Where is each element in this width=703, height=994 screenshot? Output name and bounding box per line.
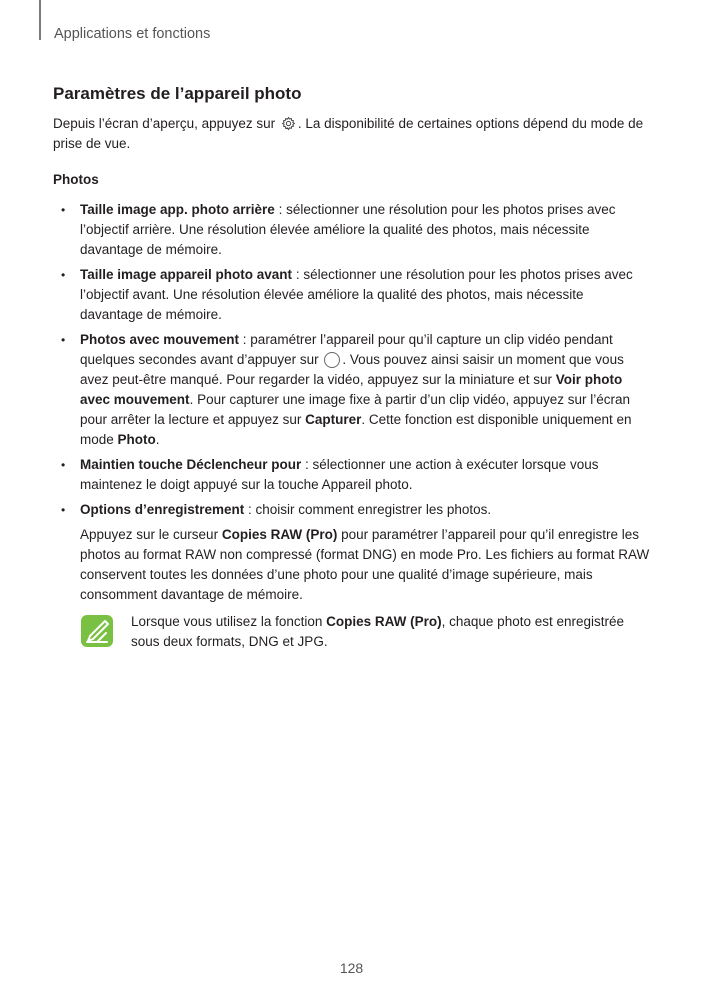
note-bold: Copies RAW (Pro): [326, 614, 442, 629]
raw-text: pour paramétrer l’appareil pour qu’il enregistre les photos au format RAW non compressé (format DNG) en mode Pro. Les fichiers au format RAW conservent toutes les données d’une photo pour une qualité d’image supérieure, mais consomment davantage de mémoire.: [80, 527, 650, 602]
item-label: Taille image appareil photo avant: [80, 267, 293, 282]
bullet-dot: •: [61, 503, 66, 517]
item-text: : sélectionner une action à exécuter lorsque vous maintenez le doigt appuyé sur la touche Appareil photo.: [80, 457, 599, 492]
item-text: .: [155, 432, 160, 447]
item-text: . Pour capturer une image fixe à partir d’un clip vidéo, appuyez sur l’écran pour arrêter la lecture et appuyez sur: [80, 392, 631, 427]
list-item-save-options: [61, 500, 650, 605]
bullet-dot: •: [61, 203, 66, 217]
bullet-dot: •: [61, 458, 66, 472]
page-number: 128: [339, 960, 364, 976]
shutter-button-icon: [324, 352, 340, 368]
raw-bold: Copies RAW (Pro): [221, 527, 338, 542]
raw-text: Appuyez sur le curseur: [80, 527, 222, 542]
list-item-motion-photos: [61, 330, 650, 450]
photos-subheading: Photos: [53, 172, 99, 187]
item-text: : paramétrer l’appareil pour qu’il capture un clip vidéo pendant quelques secondes avant d’appuyer sur: [80, 332, 613, 367]
item-label: Taille image app. photo arrière: [80, 202, 275, 217]
photo-settings-list: [61, 200, 650, 610]
item-bold: Photo: [117, 432, 156, 447]
running-header: Applications et fonctions: [54, 26, 211, 42]
note-pencil-icon: [80, 614, 114, 648]
item-label: Maintien touche Déclencheur pour: [80, 457, 302, 472]
section-title: Paramètres de l’appareil photo: [53, 84, 302, 103]
item-text: : sélectionner une résolution pour les photos prises avec l’objectif avant. Une résolution élevée améliore la qualité des photos, mais nécessite davantage de mémoire.: [80, 267, 633, 322]
bullet-dot: •: [61, 333, 66, 347]
item-text: . Cette fonction est disponible uniquement en mode: [80, 412, 632, 447]
item-bold: Voir photo avec mouvement: [80, 372, 623, 407]
header-side-rule: [39, 0, 41, 40]
item-text: . Vous pouvez ainsi saisir un moment que vous avez peut-être manqué. Pour regarder la vidéo, appuyez sur la miniature et sur: [80, 352, 624, 387]
bullet-dot: •: [61, 268, 66, 282]
intro-text-before: Depuis l’écran d’aperçu, appuyez sur: [53, 116, 279, 131]
item-text: : choisir comment enregistrer les photos.: [244, 502, 492, 517]
item-bold: Capturer: [305, 412, 362, 427]
list-item-rear-size: [61, 200, 650, 260]
raw-copies-paragraph: [80, 525, 650, 605]
note-text: [131, 612, 651, 652]
item-label: Photos avec mouvement: [80, 332, 240, 347]
list-item-shutter-hold: [61, 455, 650, 495]
note-text-a: Lorsque vous utilisez la fonction: [131, 614, 327, 629]
intro-paragraph: [53, 114, 653, 154]
gear-icon: [281, 116, 296, 131]
item-label: Options d’enregistrement: [80, 502, 245, 517]
list-item-front-size: [61, 265, 650, 325]
note-text-b: , chaque photo est enregistrée sous deux formats, DNG et JPG.: [131, 614, 625, 649]
item-text: : sélectionner une résolution pour les photos prises avec l’objectif arrière. Une résolution élevée améliore la qualité des photos, mais nécessite davantage de mémoire.: [80, 202, 616, 257]
intro-text-after: . La disponibilité de certaines options dépend du mode de prise de vue.: [53, 116, 644, 151]
